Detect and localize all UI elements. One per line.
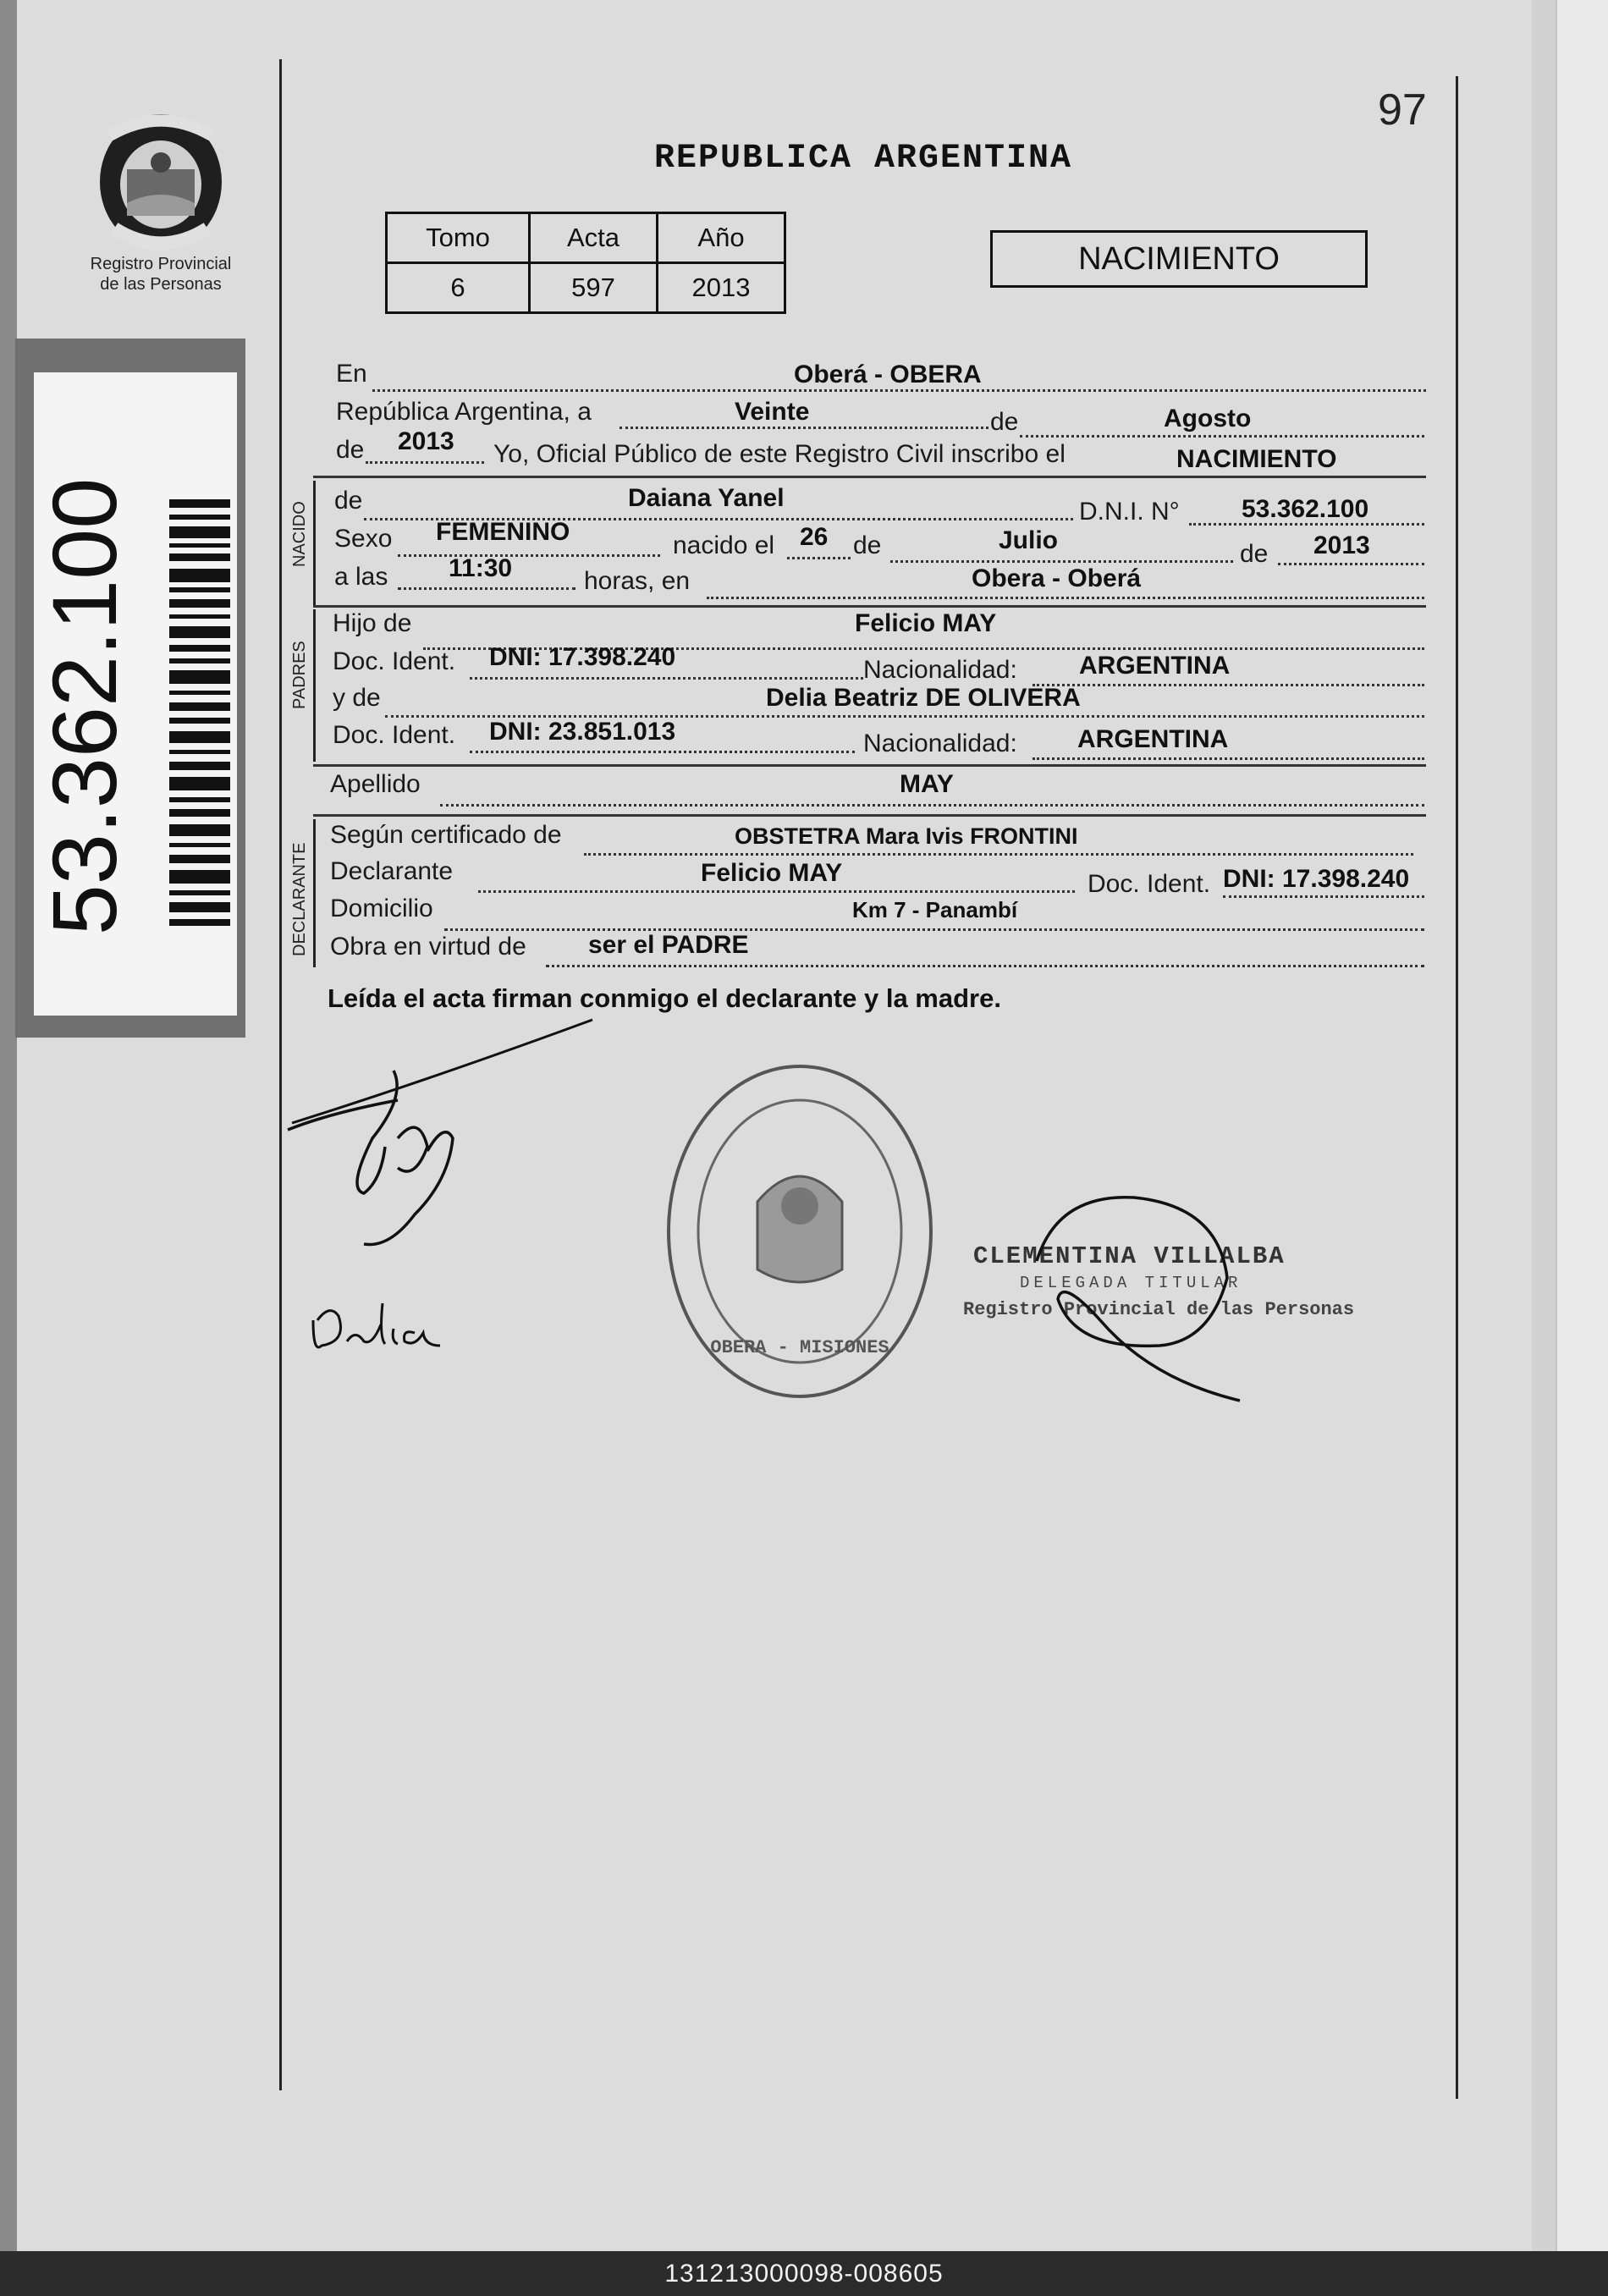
padres-top-rule — [313, 605, 1426, 608]
apellido-top-rule — [313, 764, 1426, 767]
province-seal-icon — [93, 110, 229, 254]
mother-doc-value: DNI: 23.851.013 — [489, 718, 676, 746]
barcode-number: 53.362.100 — [33, 477, 135, 936]
registry-table — [385, 212, 786, 314]
declarante-dots — [478, 890, 1075, 893]
mother-name-value: Delia Beatriz DE OLIVERA — [766, 684, 1081, 712]
time-value: 11:30 — [449, 554, 513, 582]
right-margin-rule — [1456, 76, 1458, 2099]
year-dots — [366, 461, 484, 464]
year-value: 2013 — [398, 427, 454, 455]
hijo-de-label: Hijo de — [333, 609, 412, 637]
certificado-dots — [584, 853, 1413, 856]
nacido-section-bar — [313, 481, 316, 608]
obra-value: ser el PADRE — [588, 931, 749, 959]
declarante-doc-value: DNI: 17.398.240 — [1223, 865, 1410, 893]
birth-month-dots — [890, 560, 1233, 563]
a-las-label: a las — [334, 563, 388, 591]
domicilio-label: Domicilio — [330, 895, 433, 922]
nacido-section-label: NACIDO — [290, 501, 309, 567]
month-dots — [1020, 435, 1424, 438]
child-dni-value: 53.362.100 — [1242, 495, 1369, 523]
mother-signature-icon — [305, 1295, 457, 1363]
sexo-label: Sexo — [334, 525, 393, 553]
father-name-value: Felicio MAY — [855, 609, 997, 637]
ano-header: Año — [658, 213, 785, 263]
mother-nationality-value: ARGENTINA — [1077, 725, 1229, 753]
padres-section-bar — [313, 609, 316, 762]
y-de-label: y de — [333, 684, 381, 712]
apellido-value: MAY — [900, 770, 954, 798]
officer-title: DELEGADA TITULAR — [1020, 1274, 1242, 1292]
barcode-icon — [169, 499, 230, 931]
time-dots — [398, 587, 575, 590]
obra-dots — [546, 965, 1424, 967]
republica-dots — [620, 427, 988, 429]
nacido-top-rule — [313, 476, 1426, 478]
father-nationality-dots — [1033, 684, 1424, 686]
ano-value: 2013 — [658, 263, 785, 313]
intro-de-label: de — [990, 408, 1019, 436]
father-doc-label: Doc. Ident. — [333, 647, 456, 675]
birth-year-value: 2013 — [1313, 531, 1370, 559]
birth-de-label: de — [853, 531, 882, 559]
birth-place-dots — [707, 597, 1424, 599]
officer-signature-icon — [1024, 1185, 1253, 1413]
day-words-value: Veinte — [735, 398, 810, 426]
scan-footer-code: 131213000098-008605 — [0, 2251, 1608, 2296]
scan-page-edge — [1532, 0, 1557, 2251]
birth-year-dots — [1278, 563, 1424, 565]
nacido-el-label: nacido el — [673, 531, 775, 559]
domicilio-value: Km 7 - Panambí — [852, 897, 1018, 922]
birth-month-value: Julio — [999, 526, 1059, 554]
acta-header: Acta — [530, 213, 658, 263]
officer-name: CLEMENTINA VILLALBA — [973, 1242, 1286, 1270]
obra-label: Obra en virtud de — [330, 933, 526, 961]
logo-caption-line2: de las Personas — [100, 275, 222, 294]
record-type-box: NACIMIENTO — [990, 230, 1368, 288]
acta-value: 597 — [530, 263, 658, 313]
sexo-dots — [398, 554, 660, 557]
declarante-section-label: DECLARANTE — [290, 842, 309, 956]
declarante-signature-icon — [279, 1011, 635, 1265]
father-doc-value: DNI: 17.398.240 — [489, 643, 676, 671]
declarante-name-value: Felicio MAY — [701, 859, 843, 887]
seal-city-text: OBERA - MISIONES — [710, 1337, 889, 1358]
padres-section-label: PADRES — [290, 641, 309, 709]
page-number: 97 — [1378, 85, 1427, 135]
certificado-label: Según certificado de — [330, 821, 562, 849]
birth-day-value: 26 — [800, 523, 829, 551]
father-nacionalidad-label: Nacionalidad: — [863, 656, 1017, 684]
declarante-top-rule — [313, 814, 1426, 817]
document-title: REPUBLICA ARGENTINA — [653, 140, 1073, 178]
officer-office: Registro Provincial de las Personas — [963, 1299, 1355, 1320]
tomo-value: 6 — [387, 263, 530, 313]
barcode-label — [34, 372, 237, 1016]
mother-nacionalidad-label: Nacionalidad: — [863, 730, 1017, 757]
declarante-label: Declarante — [330, 857, 454, 885]
apellido-label: Apellido — [330, 770, 421, 798]
mother-nationality-dots — [1033, 757, 1424, 760]
en-label: En — [336, 360, 367, 388]
father-doc-dots — [470, 677, 863, 680]
sexo-value: FEMENINO — [436, 518, 570, 546]
closing-statement: Leída el acta firman conmigo el declarante y la madre. — [328, 983, 1001, 1013]
child-name-value: Daiana Yanel — [628, 484, 785, 512]
birth-day-dots — [787, 557, 851, 559]
birth-year-de-label: de — [1240, 540, 1269, 568]
month-value: Agosto — [1164, 405, 1252, 432]
republica-label: República Argentina, a — [336, 398, 592, 426]
horas-en-label: horas, en — [584, 567, 691, 595]
en-dots — [372, 389, 1426, 392]
declarante-section-bar — [313, 819, 316, 967]
mother-doc-dots — [470, 751, 855, 753]
apellido-dots — [440, 804, 1424, 807]
declarante-doc-dots — [1223, 895, 1424, 898]
scan-right-edge — [1556, 0, 1608, 2251]
acta-type-value: NACIMIENTO — [1176, 445, 1337, 473]
dni-label: D.N.I. N° — [1079, 498, 1180, 526]
barcode-panel — [15, 339, 245, 1038]
scan-left-edge — [0, 0, 17, 2251]
nacido-de-label: de — [334, 487, 363, 515]
declarante-doc-label: Doc. Ident. — [1088, 870, 1211, 898]
province-logo — [85, 110, 237, 313]
year-de-label: de — [336, 436, 365, 464]
father-nationality-value: ARGENTINA — [1079, 652, 1231, 680]
certificado-value: OBSTETRA Mara Ivis FRONTINI — [735, 823, 1078, 849]
place-value: Oberá - OBERA — [794, 361, 982, 388]
logo-caption-line1: Registro Provincial — [90, 255, 232, 273]
mother-doc-label: Doc. Ident. — [333, 721, 456, 749]
inscribo-text: Yo, Oficial Público de este Registro Civil inscribo el — [493, 440, 1066, 468]
tomo-header: Tomo — [387, 213, 530, 263]
official-seal — [660, 1058, 939, 1405]
birth-place-value: Obera - Oberá — [972, 564, 1142, 592]
